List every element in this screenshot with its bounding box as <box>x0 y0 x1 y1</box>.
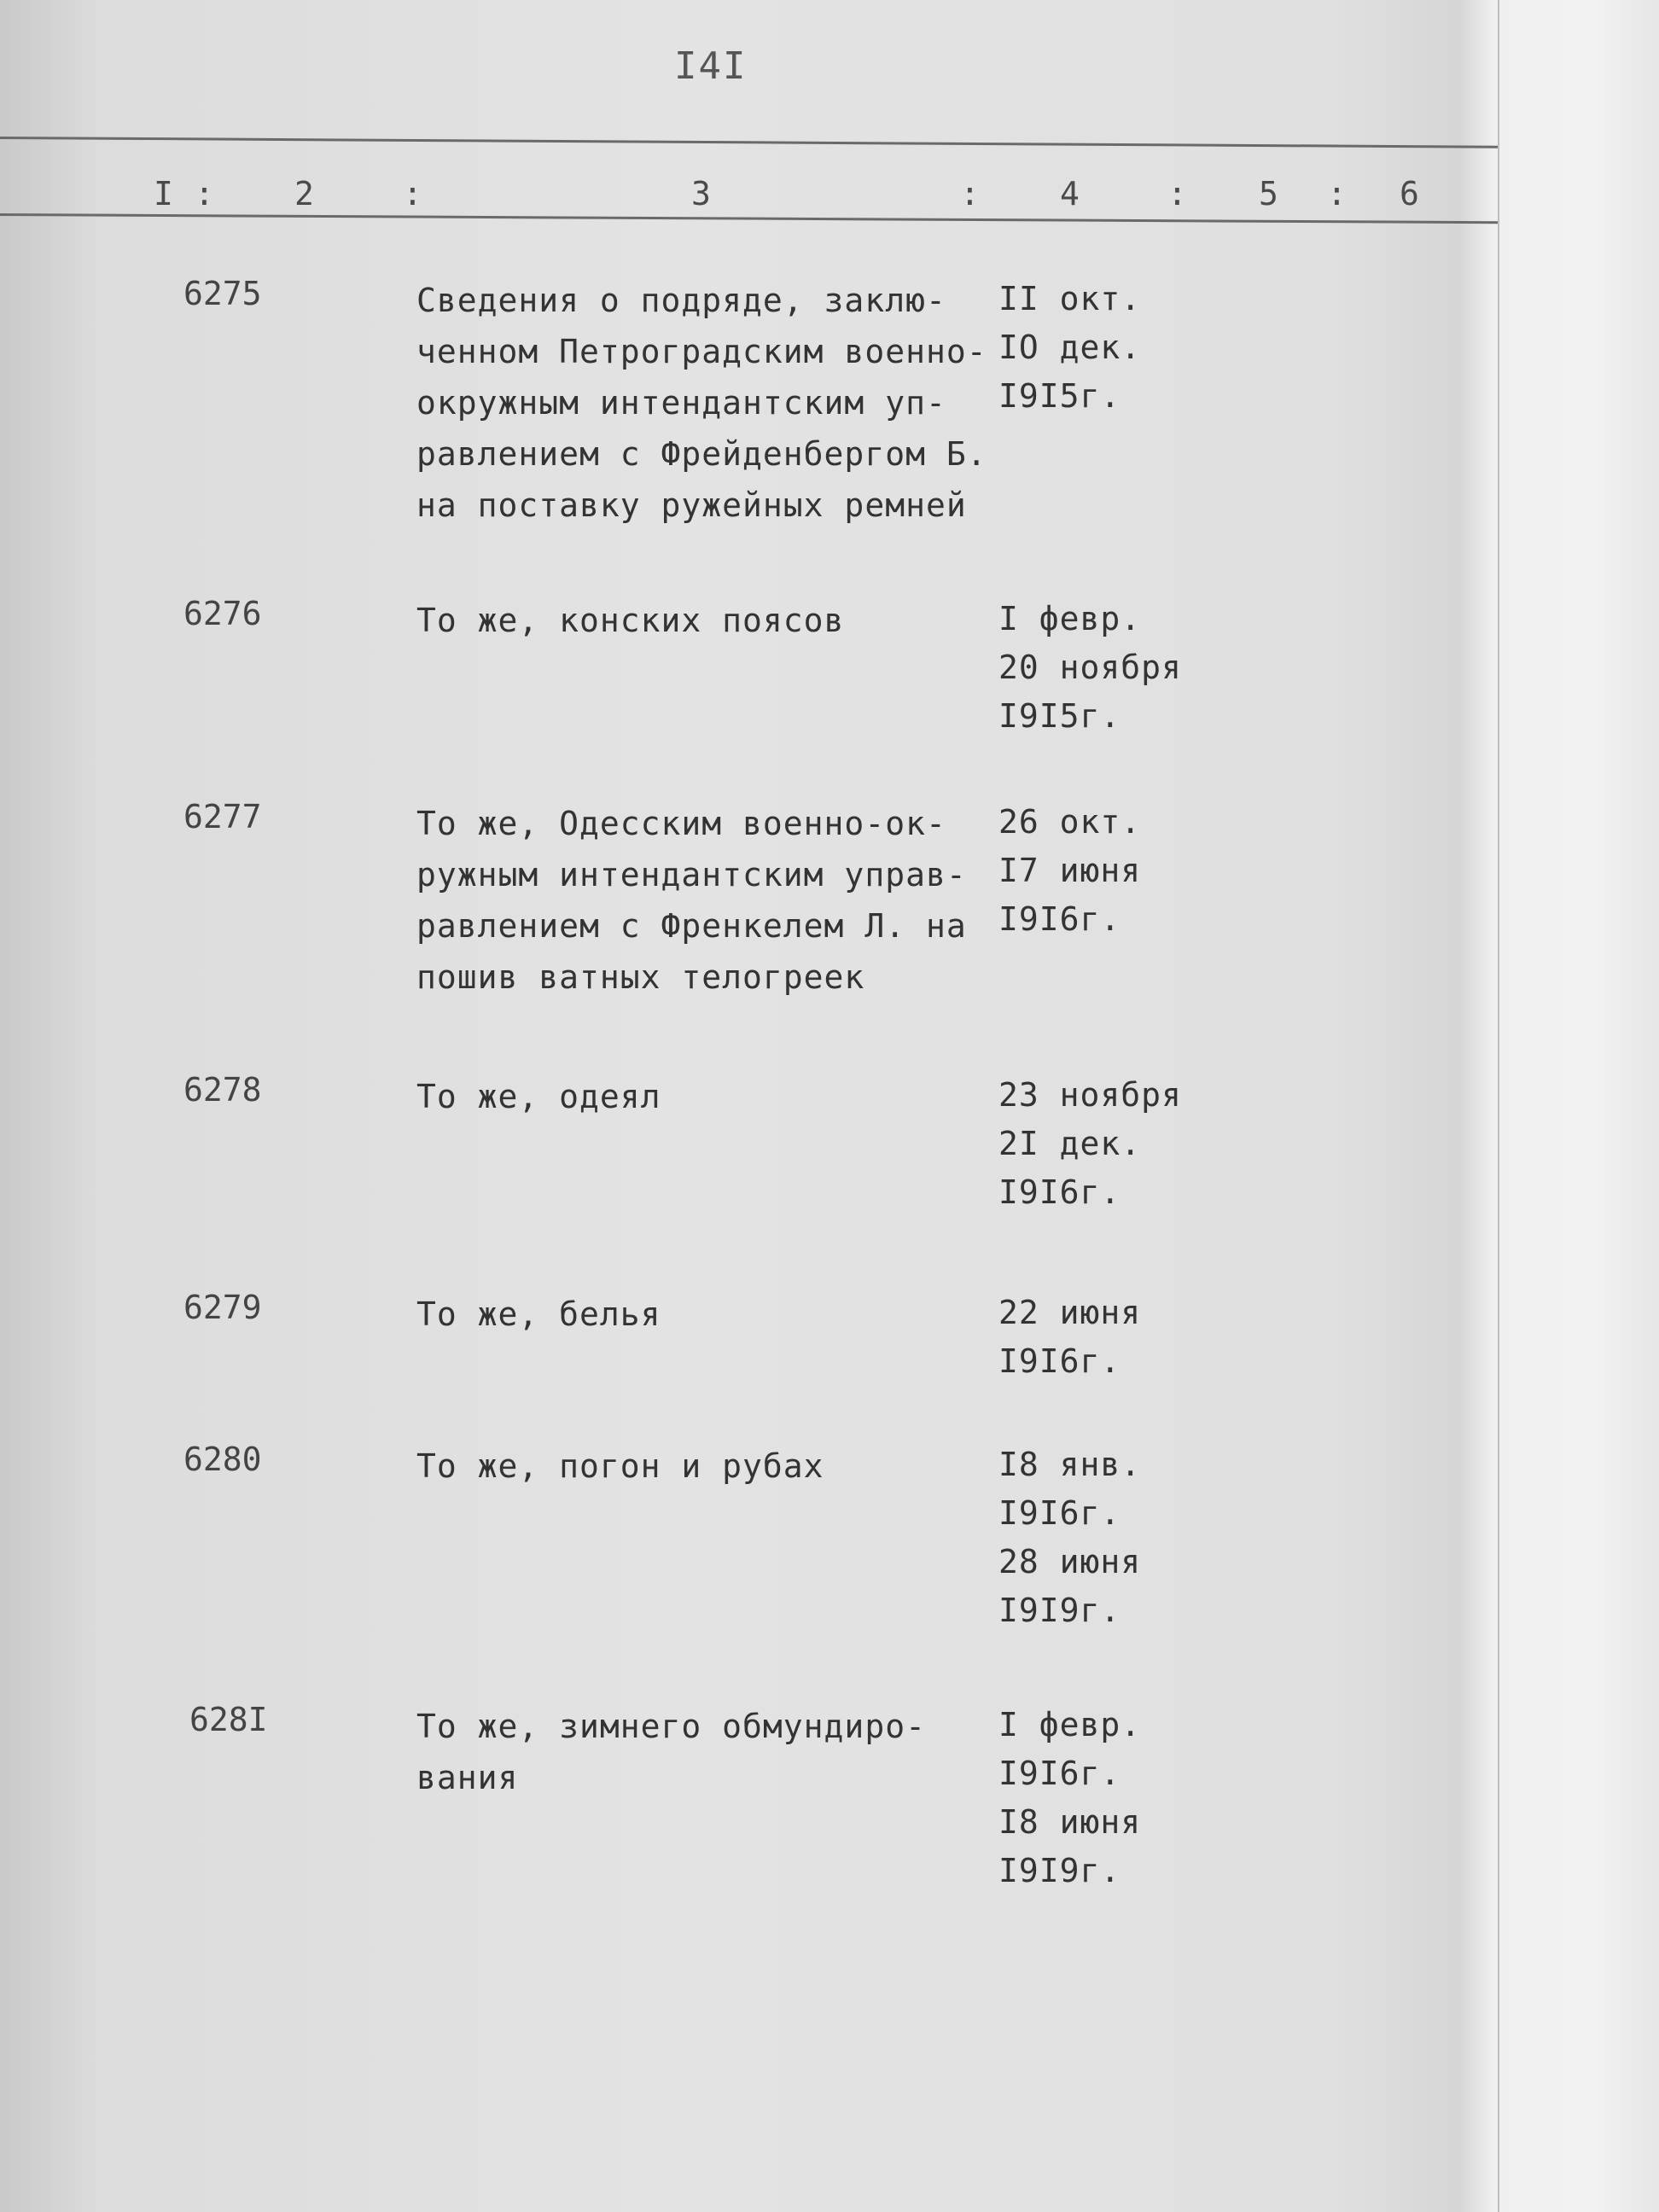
entry-dates <box>998 1289 1408 1386</box>
description-line: равлением с Фрейденбергом Б. <box>416 435 987 473</box>
date-line: 26 окт. <box>998 803 1142 841</box>
entry-dates <box>998 798 1408 944</box>
entry-dates <box>998 1071 1408 1217</box>
date-line: I9I9г. <box>998 1852 1121 1889</box>
column-header: I <box>154 175 173 212</box>
date-line: I9I6г. <box>998 1342 1121 1380</box>
page-number: I4I <box>674 44 748 88</box>
column-header: 4 <box>1060 175 1080 212</box>
description-line: ченном Петроградским военно- <box>416 333 987 370</box>
entry-number: 6279 <box>183 1289 262 1326</box>
description-line: вания <box>416 1759 519 1796</box>
column-header: 3 <box>691 175 711 212</box>
description-line: То же, одеял <box>416 1078 661 1115</box>
header-rule-top <box>0 137 1498 148</box>
description-line: окружным интендантским уп- <box>416 384 946 422</box>
entry-number: 628I <box>189 1701 268 1738</box>
entry-dates <box>998 275 1408 421</box>
date-line: I февр. <box>998 1706 1142 1743</box>
header-rule-bottom <box>0 213 1498 224</box>
description-line: То же, белья <box>416 1295 661 1333</box>
description-line: То же, Одесским военно-ок- <box>416 805 946 842</box>
description-line: ружным интендантским управ- <box>416 856 967 894</box>
column-separator: : <box>1167 175 1187 212</box>
column-header: 2 <box>294 175 314 212</box>
date-line: I8 янв. <box>998 1446 1142 1483</box>
date-line: I9I6г. <box>998 900 1121 938</box>
entry-number: 6275 <box>183 275 262 312</box>
description-line: на поставку ружейных ремней <box>416 486 967 524</box>
entry-description <box>416 1701 1014 1803</box>
description-line: равлением с Френкелем Л. на <box>416 907 967 945</box>
entry-description <box>416 275 1014 531</box>
entry-description <box>416 1441 1014 1492</box>
column-separator: : <box>960 175 980 212</box>
date-line: 20 ноября <box>998 649 1182 686</box>
date-line: 22 июня <box>998 1294 1142 1331</box>
date-line: 28 июня <box>998 1543 1142 1580</box>
entry-number: 6276 <box>183 595 262 632</box>
description-line: пошив ватных телогреек <box>416 958 865 996</box>
date-line: I7 июня <box>998 852 1142 889</box>
date-line: 23 ноября <box>998 1076 1182 1114</box>
date-line: 2I дек. <box>998 1125 1142 1162</box>
date-line: I9I6г. <box>998 1494 1121 1532</box>
column-header: 5 <box>1259 175 1278 212</box>
date-line: IO дек. <box>998 329 1142 366</box>
description-line: То же, конских поясов <box>416 602 845 639</box>
column-separator: : <box>195 175 214 212</box>
date-line: I февр. <box>998 600 1142 637</box>
entry-description <box>416 1289 1014 1340</box>
entry-description <box>416 595 1014 646</box>
sheet-edge <box>1498 0 1499 2212</box>
entry-dates <box>998 1701 1408 1895</box>
description-line: Сведения о подряде, заклю- <box>416 282 946 319</box>
description-line: То же, зимнего обмундиро- <box>416 1708 926 1745</box>
column-header: 6 <box>1400 175 1419 212</box>
entry-description <box>416 798 1014 1003</box>
column-separator: : <box>1327 175 1347 212</box>
entry-number: 6280 <box>183 1441 262 1478</box>
entry-description <box>416 1071 1014 1122</box>
description-line: То же, погон и рубах <box>416 1447 824 1485</box>
date-line: I9I5г. <box>998 377 1121 415</box>
date-line: I9I9г. <box>998 1592 1121 1629</box>
date-line: I9I6г. <box>998 1755 1121 1792</box>
date-line: I8 июня <box>998 1803 1142 1841</box>
date-line: I9I5г. <box>998 697 1121 735</box>
entry-dates <box>998 1441 1408 1635</box>
entry-number: 6278 <box>183 1071 262 1109</box>
entry-dates <box>998 595 1408 741</box>
date-line: II окт. <box>998 280 1142 317</box>
column-separator: : <box>403 175 422 212</box>
date-line: I9I6г. <box>998 1173 1121 1211</box>
entry-number: 6277 <box>183 798 262 835</box>
